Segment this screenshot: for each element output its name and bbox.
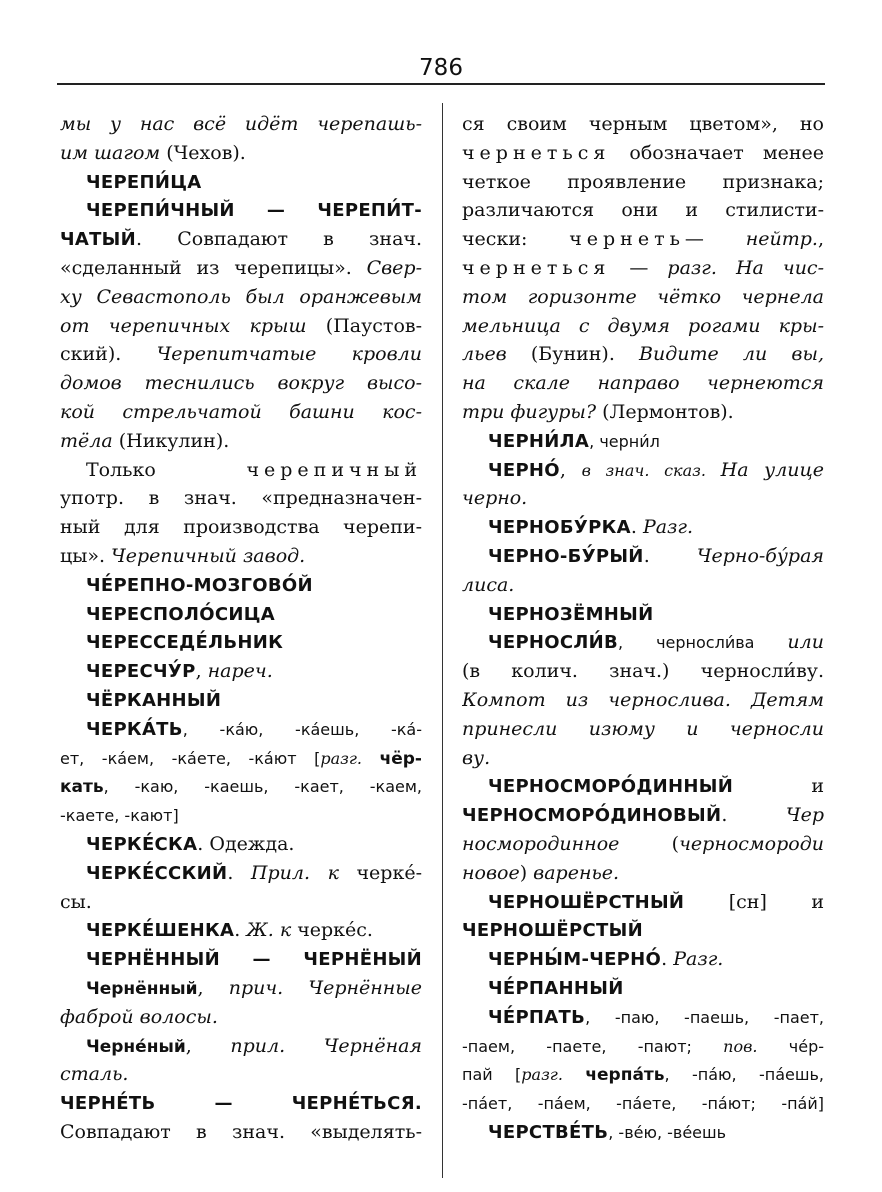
text-segment: сы.	[60, 890, 92, 913]
text-line	[462, 715, 824, 744]
text-segment: мы у нас всё идёт черепашь-	[60, 113, 422, 135]
text-segment: и	[733, 775, 824, 798]
text-segment: [сн] и	[684, 890, 824, 913]
text-segment: Совпадают в знач. «выделять-	[60, 1120, 422, 1143]
text-line	[60, 859, 422, 888]
text-line	[60, 110, 422, 139]
text-segment: Чернённый	[86, 978, 198, 999]
text-segment: —	[684, 228, 746, 251]
text-segment: носмородинное	[462, 832, 672, 855]
text-segment: «сделанный из черепицы».	[60, 256, 367, 279]
text-line	[462, 686, 824, 715]
text-segment: ву.	[462, 746, 491, 769]
text-segment: , черносли́ва	[618, 633, 788, 653]
text-segment: ский).	[60, 343, 157, 366]
text-line	[60, 283, 422, 312]
text-segment: ся своим черным цветом», но	[462, 113, 824, 135]
text-segment: черке́-	[356, 861, 422, 884]
headword: ЧЕРНОШЁРСТЫЙ	[462, 920, 643, 942]
text-line	[60, 628, 422, 657]
text-line	[60, 340, 422, 369]
headword: ЧЕРНОСЛИ́В	[488, 632, 619, 654]
text-segment: разг.	[521, 1065, 586, 1085]
text-line	[462, 254, 824, 283]
text-line	[462, 427, 824, 456]
text-segment: черепичный	[246, 458, 422, 481]
text-line	[462, 513, 824, 542]
text-segment: от черепичных крыш	[60, 314, 326, 337]
text-segment: ,	[559, 458, 582, 481]
text-line	[462, 225, 824, 254]
text-line	[462, 628, 824, 657]
text-segment: ,	[197, 976, 229, 999]
text-segment: чернеться	[462, 256, 611, 279]
text-line	[462, 1089, 824, 1118]
headword: ЧЕРКЕ́ШЕНКА	[86, 920, 235, 942]
text-segment: ,	[185, 1034, 231, 1057]
text-line	[462, 859, 824, 888]
text-segment: чески:	[462, 228, 570, 251]
text-segment: , -ве́ю, -ве́ешь	[608, 1122, 727, 1142]
text-segment: домов теснились вокруг высо-	[60, 372, 422, 395]
text-line	[60, 484, 422, 513]
text-segment: четкое проявление признака;	[462, 170, 824, 193]
text-segment: различаются они и стилисти-	[462, 199, 824, 222]
text-line	[462, 456, 824, 485]
text-segment: Черно-бу́рая	[696, 544, 824, 567]
headword: ЧЕ́РПАННЫЙ	[488, 977, 624, 999]
text-segment: .	[721, 804, 786, 827]
text-segment: ет, -ка́ем, -ка́ете, -ка́ют [	[60, 748, 321, 768]
text-line	[462, 340, 824, 369]
headword: ЧЕРКЕ́СКА	[86, 833, 198, 855]
text-segment: разг. На чис-	[667, 256, 824, 279]
text-line	[462, 772, 824, 801]
text-line	[60, 916, 422, 945]
text-segment: ,	[195, 660, 208, 683]
text-segment: им шагом	[60, 141, 167, 164]
text-segment: новое	[462, 861, 520, 884]
text-segment: том горизонте чётко чернела	[462, 285, 824, 308]
text-segment: Ж. к	[246, 919, 298, 942]
text-segment: мельница с двумя рогами кры-	[462, 314, 824, 337]
text-segment: Видите ли вы,	[639, 343, 824, 366]
text-line	[462, 398, 824, 427]
text-line	[60, 168, 422, 197]
text-segment: Свер-	[366, 256, 422, 279]
text-segment: -па́ет, -па́ем, -па́ете, -па́ют; -па́й]	[462, 1094, 824, 1114]
headword: ЧЕРЕСЧУ́Р	[86, 661, 196, 683]
text-segment: Компот из чернослива. Детям	[462, 688, 824, 711]
text-line	[462, 571, 824, 600]
text-line	[60, 772, 422, 801]
text-segment: , -паю, -паешь, -пает,	[585, 1007, 824, 1027]
headword: ЧЕРКА́ТЬ	[86, 718, 183, 740]
headword: ЧЕРНОБУ́РКА	[488, 517, 631, 539]
text-segment: —	[610, 256, 668, 279]
text-segment: на скале направо чернеются	[462, 372, 824, 395]
text-segment: ный для производства черепи-	[60, 516, 422, 539]
text-segment: , -па́ю, -па́ешь,	[664, 1065, 824, 1085]
text-line	[60, 571, 422, 600]
text-line	[462, 888, 824, 917]
text-line	[462, 196, 824, 225]
text-line	[462, 1060, 824, 1089]
text-segment: кать	[60, 777, 104, 798]
headword: ЧЕРНОШЁРСТНЫЙ	[488, 891, 685, 913]
text-segment: прил. Чернёная	[230, 1034, 422, 1057]
text-line	[462, 1003, 824, 1032]
text-segment: черно.	[462, 487, 528, 510]
headword: ЧЁРКАННЫЙ	[86, 689, 222, 711]
page-number: 786	[419, 55, 463, 81]
text-segment: , -ка́ю, -ка́ешь, -ка́-	[182, 719, 422, 739]
text-segment: (Чехов).	[166, 141, 246, 164]
headword: ЧЕРНЫ́М-ЧЕРНО́	[488, 949, 662, 971]
text-segment: Черне́ный	[86, 1036, 186, 1057]
text-segment: , черни́л	[589, 431, 660, 451]
text-line	[60, 715, 422, 744]
text-segment: чернеть	[569, 228, 685, 251]
text-segment: принесли изюму и черносли	[462, 717, 824, 740]
text-line	[60, 600, 422, 629]
column-divider	[442, 103, 443, 1178]
text-segment: употр. в знач. «предназначен-	[60, 487, 422, 510]
text-segment: лиса.	[462, 573, 515, 596]
text-line	[60, 945, 422, 974]
text-segment: .	[630, 516, 643, 539]
text-line	[60, 1060, 422, 1089]
text-line	[60, 398, 422, 427]
text-segment: Прил. к	[250, 861, 357, 884]
text-line	[462, 945, 824, 974]
text-segment: кой стрельчатой башни кос-	[60, 400, 422, 423]
text-line	[60, 1118, 422, 1147]
text-segment: Чер	[785, 804, 824, 827]
text-segment: ху Севастополь был оранжевым	[60, 285, 422, 308]
text-line	[462, 312, 824, 341]
text-segment: Разг.	[673, 948, 724, 971]
text-segment: или	[787, 631, 824, 654]
text-segment: (в колич. знач.) черносли́ву.	[462, 660, 824, 683]
text-segment: прич. Чернённые	[228, 976, 422, 999]
headword: ЧЕРНОЗЁМНЫЙ	[488, 603, 654, 625]
text-segment: черке́с.	[297, 919, 373, 942]
text-line	[60, 254, 422, 283]
text-segment: Только	[86, 458, 247, 481]
text-line	[60, 312, 422, 341]
text-segment: нейтр.	[745, 228, 818, 251]
text-line	[60, 225, 422, 254]
header-rule	[57, 83, 825, 85]
text-line	[60, 1032, 422, 1061]
text-line	[60, 1089, 422, 1118]
headword: ЧЕРСТВЕ́ТЬ	[488, 1121, 609, 1143]
headword: ЧЕРНО́	[488, 459, 560, 481]
headword: ЧЕРЕПИ́ЧНЫЙ — ЧЕРЕПИ́Т-	[86, 200, 422, 222]
text-line	[60, 513, 422, 542]
text-line	[60, 888, 422, 917]
text-segment: (Бунин).	[530, 343, 640, 366]
text-line	[462, 1118, 824, 1147]
text-segment: варенье.	[533, 861, 620, 884]
text-line	[60, 427, 422, 456]
text-line	[60, 542, 422, 571]
text-line	[462, 600, 824, 629]
text-line	[462, 1032, 824, 1061]
left-column	[60, 110, 422, 1147]
headword: ЧЕРЕССЕДЕ́ЛЬНИК	[86, 632, 284, 654]
text-segment: На улице	[720, 458, 824, 481]
headword: ЧЕРНО-БУ́РЫЙ	[488, 545, 644, 567]
text-segment: (Паустов-	[325, 314, 422, 337]
text-segment: разг.	[320, 748, 380, 768]
text-line	[60, 456, 422, 485]
text-segment: обозначает менее	[610, 141, 824, 164]
text-line	[462, 369, 824, 398]
text-line	[462, 801, 824, 830]
text-segment: чернеться	[462, 141, 611, 164]
text-line	[60, 744, 422, 773]
headword: ЧЕРНЕ́ТЬ — ЧЕРНЕ́ТЬСЯ.	[60, 1093, 422, 1115]
text-segment: (Никулин).	[118, 429, 230, 452]
text-line	[60, 830, 422, 859]
text-segment: Черепитчатые кровли	[156, 343, 422, 366]
text-segment: черпа́ть	[585, 1065, 665, 1086]
text-segment: сталь.	[60, 1063, 129, 1086]
right-column	[462, 110, 824, 1147]
text-segment: .	[227, 861, 251, 884]
text-segment: (	[671, 832, 680, 855]
headword: ЧЕ́РЕПНО-МОЗГОВО́Й	[86, 574, 313, 596]
text-segment: .	[643, 544, 697, 567]
text-line	[60, 139, 422, 168]
text-segment: цы».	[60, 544, 112, 567]
headword: ЧЕРЕПИ́ЦА	[86, 171, 202, 193]
text-line	[462, 139, 824, 168]
headword: ЧЕРНОСМОРО́ДИННЫЙ	[488, 776, 734, 798]
text-line	[462, 916, 824, 945]
text-segment: .	[234, 919, 247, 942]
text-segment: пай [	[462, 1065, 522, 1085]
text-line	[462, 484, 824, 513]
text-segment: Черепичный завод.	[111, 544, 306, 567]
text-line	[60, 974, 422, 1003]
text-line	[60, 1003, 422, 1032]
text-segment: льев	[462, 343, 531, 366]
text-line	[462, 744, 824, 773]
headword: ЧАТЫЙ	[60, 229, 136, 251]
headword: ЧЕРНИ́ЛА	[488, 430, 590, 452]
headword: ЧЕРЕСПОЛО́СИЦА	[86, 603, 275, 625]
text-line	[60, 369, 422, 398]
text-segment: фаброй волосы.	[60, 1005, 218, 1028]
text-line	[462, 542, 824, 571]
text-segment: . Одежда.	[197, 832, 295, 855]
text-line	[462, 168, 824, 197]
text-segment: чёр-	[379, 748, 422, 769]
headword: ЧЕРКЕ́ССКИЙ	[86, 862, 228, 884]
text-segment: . Совпадают в знач.	[135, 228, 422, 251]
text-line	[462, 830, 824, 859]
headword: ЧЕРНОСМОРО́ДИНОВЫЙ	[462, 805, 722, 827]
text-segment: Разг.	[642, 516, 694, 539]
text-segment: ,	[817, 228, 824, 251]
text-segment: -каете, -кают]	[60, 806, 179, 826]
text-segment: .	[661, 948, 674, 971]
text-segment: , -каю, -каешь, -кает, -каем,	[103, 777, 422, 797]
text-segment: в знач. сказ.	[581, 460, 721, 480]
text-segment: нареч.	[207, 660, 273, 683]
text-line	[462, 110, 824, 139]
text-line	[462, 283, 824, 312]
text-segment: три фигуры?	[462, 400, 603, 423]
text-line	[60, 686, 422, 715]
text-line	[60, 657, 422, 686]
text-segment: -паем, -паете, -пают;	[462, 1036, 724, 1056]
headword: ЧЕ́РПАТЬ	[488, 1006, 586, 1028]
text-segment: (Лермонтов).	[602, 400, 734, 423]
headword: ЧЕРНЁННЫЙ — ЧЕРНЁНЫЙ	[86, 949, 422, 971]
text-line	[462, 974, 824, 1003]
text-segment: )	[519, 861, 534, 884]
text-segment: тёла	[60, 429, 119, 452]
text-segment: пов.	[723, 1036, 789, 1056]
text-segment: че́р-	[788, 1036, 824, 1056]
text-line	[60, 196, 422, 225]
text-line	[462, 657, 824, 686]
text-segment: черносмороди	[679, 832, 824, 855]
text-line	[60, 801, 422, 830]
